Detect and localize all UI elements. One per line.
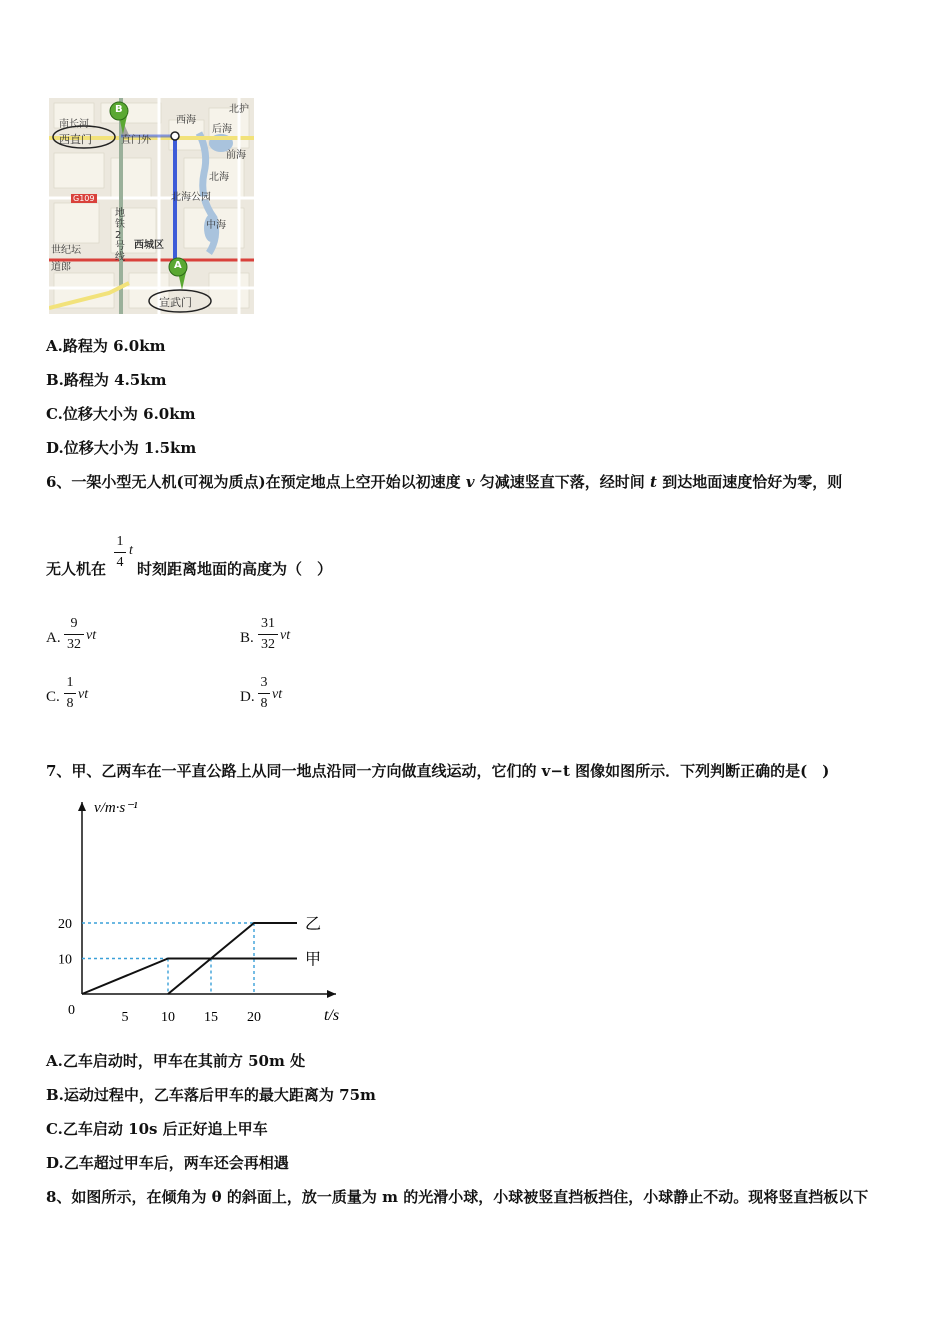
q5-option-b-text: 路程为 4.5km <box>63 371 167 389</box>
q6-option-a-letter: A. <box>46 630 61 646</box>
x-tick-label: 20 <box>247 1010 261 1025</box>
label-daodi: 道郎 <box>51 262 71 273</box>
label-nanchanghe: 南长河 <box>59 119 89 130</box>
origin-label: 0 <box>68 1003 75 1018</box>
label-shijiyuan: 世纪坛 <box>51 245 81 256</box>
q6-option-a-num: 9 <box>70 616 78 631</box>
q6-var-v: v <box>465 473 475 491</box>
vt-chart <box>44 788 364 1033</box>
label-metro: 地铁2号线 <box>115 208 125 263</box>
q5-option-d <box>46 437 196 458</box>
q6-frac-t: t <box>129 543 133 558</box>
q5-option-c <box>46 403 196 424</box>
label-houhai: 后海 <box>212 124 232 135</box>
q6-option-b-num: 31 <box>261 616 275 631</box>
x-axis-arrow <box>327 990 336 998</box>
q7-option-b-text: 运动过程中，乙车落后甲车的最大距离为 75m <box>63 1086 376 1104</box>
q6-option-d-den: 8 <box>260 696 268 711</box>
q6-line2-prefix: 无人机在 <box>46 560 107 578</box>
label-beihu: 北护 <box>229 104 249 115</box>
q5-option-a <box>46 335 165 356</box>
q7-option-a <box>46 1050 305 1071</box>
q7-option-c <box>46 1118 268 1139</box>
q5-option-a-letter: A. <box>46 337 63 355</box>
q6-stem-part2: 匀减速竖直下落，经时间 <box>474 473 651 491</box>
q6-option-c-num: 1 <box>66 675 74 690</box>
x-tick-label: 15 <box>204 1010 218 1025</box>
label-g109: G109 <box>73 194 95 203</box>
q6-option-b-den: 32 <box>261 637 275 652</box>
x-axis-label: t/s <box>324 1007 340 1024</box>
q5-option-b-letter: B. <box>46 371 64 389</box>
q6-fraction <box>114 534 126 571</box>
q6-option-d-num: 3 <box>260 675 268 690</box>
y-tick-label: 20 <box>58 917 72 932</box>
q6-option-b-frac <box>258 616 278 653</box>
x-tick-label: 5 <box>121 1010 129 1025</box>
label-xichengqu: 西城区 <box>134 240 164 251</box>
q6-stem <box>46 471 842 492</box>
q7-option-d-letter: D. <box>46 1154 64 1172</box>
route-map <box>49 98 254 314</box>
label-beihai-park: 北海公园 <box>171 192 211 203</box>
y-tick-label: 10 <box>58 952 72 968</box>
q6-option-c-den: 8 <box>66 696 74 711</box>
q7-option-a-text: 乙车启动时，甲车在其前方 50m 处 <box>62 1052 306 1070</box>
q6-option-a-tail: vt <box>86 628 97 643</box>
label-beihai: 北海 <box>209 172 229 183</box>
q6-stem-part3: 到达地面速度恰好为零，则 <box>656 473 843 491</box>
q6-line2-suffix: 时刻距离地面的高度为（ ） <box>137 560 333 578</box>
q5-option-c-letter: C. <box>46 405 63 423</box>
q6-frac-den: 4 <box>116 555 124 570</box>
label-zhonghai: 中海 <box>206 220 226 231</box>
q6-option-d-tail: vt <box>272 687 283 702</box>
q5-option-c-text: 位移大小为 6.0km <box>62 405 196 423</box>
label-qianhai: 前海 <box>226 150 246 161</box>
q7-option-c-letter: C. <box>46 1120 63 1138</box>
q7-option-a-letter: A. <box>46 1052 63 1070</box>
q6-option-b-letter: B. <box>240 630 254 646</box>
q7-option-b-letter: B. <box>46 1086 64 1104</box>
q6-option-c-tail: vt <box>78 687 89 702</box>
q7-option-d <box>46 1152 289 1173</box>
q6-stem-part1: 6、一架小型无人机(可视为质点)在预定地点上空开始以初速度 <box>46 473 466 491</box>
label-xizhimen-road: 直门外 <box>121 135 151 146</box>
label-xuanwumen: 宣武门 <box>159 296 192 309</box>
q6-option-a-frac <box>64 616 84 653</box>
q6-option-c-frac <box>64 675 76 712</box>
q7-option-b <box>46 1084 376 1105</box>
q7-stem: 7、甲、乙两车在一平直公路上从同一地点沿同一方向做直线运动，它们的 v−t 图像如图所示．下列判断正确的是( ) <box>46 762 830 780</box>
y-axis-label: v/m·s⁻¹ <box>94 800 138 816</box>
q6-option-d-frac <box>258 675 270 712</box>
marker-a: A <box>174 260 182 271</box>
q5-option-a-text: 路程为 6.0km <box>62 337 166 355</box>
q8-stem: 8、如图所示，在倾角为 θ 的斜面上，放一质量为 m 的光滑小球，小球被竖直挡板挡住，小球静止不动。现将竖直挡板以下 <box>46 1188 869 1206</box>
q6-option-a-den: 32 <box>67 637 81 652</box>
q5-option-d-text: 位移大小为 1.5km <box>63 439 197 457</box>
series-label: 甲 <box>305 949 322 969</box>
q5-option-d-letter: D. <box>46 439 64 457</box>
label-xihai: 西海 <box>176 115 196 126</box>
q6-option-d-letter: D. <box>240 689 255 705</box>
x-tick-label: 10 <box>161 1010 175 1025</box>
q6-frac-num: 1 <box>116 534 124 549</box>
label-xizhimen: 西直门 <box>59 133 92 146</box>
q6-option-c-letter: C. <box>46 689 60 705</box>
q5-option-b <box>46 369 167 390</box>
q6-var-t: t <box>650 473 657 491</box>
q7-option-c-text: 乙车启动 10s 后正好追上甲车 <box>62 1120 268 1138</box>
q6-option-b-tail: vt <box>280 628 291 643</box>
marker-b: B <box>115 104 123 115</box>
series-label: 乙 <box>305 914 322 933</box>
q7-option-d-text: 乙车超过甲车后，两车还会再相遇 <box>63 1154 289 1172</box>
y-axis-arrow <box>78 802 86 811</box>
